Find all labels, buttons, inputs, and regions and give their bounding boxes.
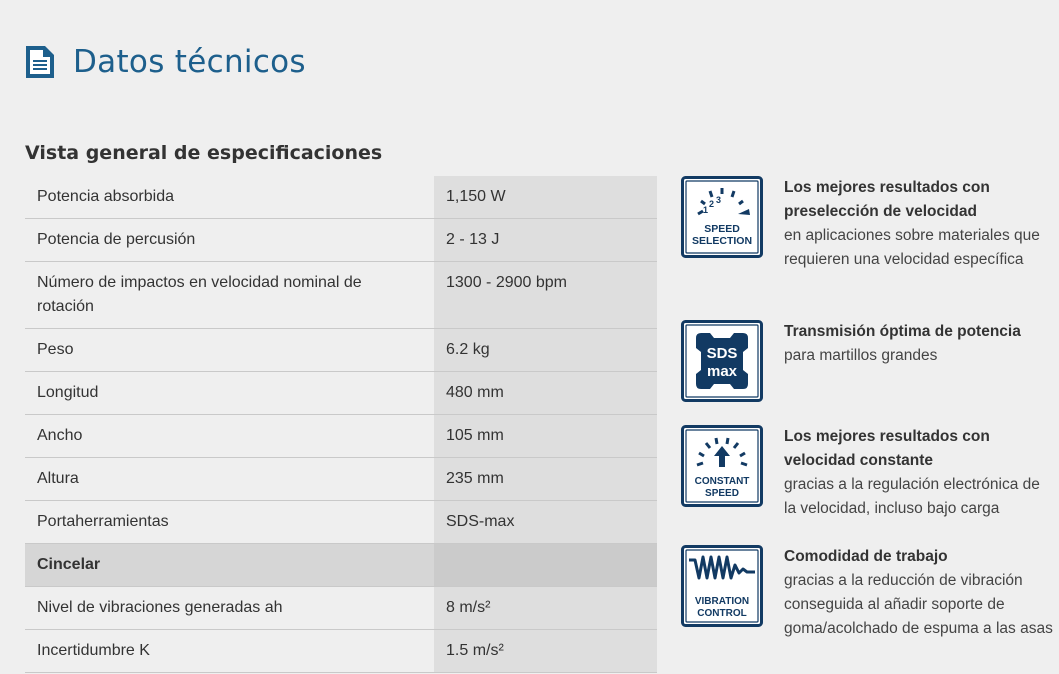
feature-vibration-control — [681, 545, 1056, 641]
table-row — [25, 329, 657, 372]
sds-max-icon — [681, 320, 763, 402]
spec-value: 480 mm — [434, 372, 657, 415]
spec-label: Nivel de vibraciones generadas ah — [25, 587, 434, 630]
feature-speed-selection — [681, 176, 1056, 272]
section-heading: Vista general de especificaciones — [25, 142, 383, 164]
table-row — [25, 176, 657, 219]
table-row — [25, 415, 657, 458]
spec-value: 8 m/s² — [434, 587, 657, 630]
icon-label: SPEED — [704, 223, 740, 235]
feature-text — [784, 320, 1021, 402]
spec-label: Peso — [25, 329, 434, 372]
spec-value: 105 mm — [434, 415, 657, 458]
spec-value: 6.2 kg — [434, 329, 657, 372]
speed-selection-icon — [681, 176, 763, 258]
feature-constant-speed — [681, 425, 1056, 521]
feature-sds-max — [681, 320, 1021, 402]
document-icon — [24, 44, 56, 80]
svg-text:3: 3 — [716, 195, 722, 205]
spec-value: SDS-max — [434, 501, 657, 544]
table-row — [25, 587, 657, 630]
icon-label: VIBRATION — [694, 596, 750, 607]
spec-value: 1300 - 2900 bpm — [434, 262, 657, 329]
icon-label: SELECTION — [691, 235, 753, 247]
table-row — [25, 458, 657, 501]
constant-speed-icon — [681, 425, 763, 507]
feature-description: gracias a la reducción de vibración conseguida al añadir soporte de goma/acolchado de espuma a las asas — [784, 572, 1053, 637]
table-row — [25, 630, 657, 673]
svg-text:2: 2 — [709, 199, 715, 209]
spec-label: Longitud — [25, 372, 434, 415]
icon-label: max — [706, 363, 738, 380]
spec-label: Portaherramientas — [25, 501, 434, 544]
page-header — [24, 44, 306, 80]
group-label: Cincelar — [25, 544, 434, 587]
spec-value: 235 mm — [434, 458, 657, 501]
feature-description: para martillos grandes — [784, 347, 938, 364]
feature-text — [784, 176, 1056, 272]
feature-title: Comodidad de trabajo — [784, 548, 948, 565]
feature-description: en aplicaciones sobre materiales que requieren una velocidad específica — [784, 227, 1040, 268]
table-row — [25, 262, 657, 329]
feature-title: Transmisión óptima de potencia — [784, 323, 1021, 340]
spec-table — [25, 176, 657, 673]
table-group-row — [25, 544, 657, 587]
feature-title: Los mejores resultados con preselección de velocidad — [784, 179, 990, 220]
spec-label: Potencia absorbida — [25, 176, 434, 219]
group-value-empty — [434, 544, 657, 587]
table-row — [25, 501, 657, 544]
spec-value: 1,150 W — [434, 176, 657, 219]
icon-label: SDS — [706, 345, 738, 362]
icon-label: CONTROL — [697, 608, 747, 619]
feature-description: gracias a la regulación electrónica de la velocidad, incluso bajo carga — [784, 476, 1040, 517]
icon-label: SPEED — [705, 488, 739, 499]
spec-label: Número de impactos en velocidad nominal de rotación — [25, 262, 434, 329]
spec-label: Ancho — [25, 415, 434, 458]
page-title: Datos técnicos — [73, 44, 306, 80]
spec-label: Altura — [25, 458, 434, 501]
spec-label: Incertidumbre K — [25, 630, 434, 673]
vibration-control-icon — [681, 545, 763, 627]
spec-value: 2 - 13 J — [434, 219, 657, 262]
feature-text — [784, 545, 1056, 641]
table-row — [25, 372, 657, 415]
icon-label: CONSTANT — [694, 476, 750, 487]
spec-label: Potencia de percusión — [25, 219, 434, 262]
feature-text — [784, 425, 1056, 521]
table-row — [25, 219, 657, 262]
svg-text:1: 1 — [703, 205, 709, 215]
spec-value: 1.5 m/s² — [434, 630, 657, 673]
feature-title: Los mejores resultados con velocidad constante — [784, 428, 990, 469]
